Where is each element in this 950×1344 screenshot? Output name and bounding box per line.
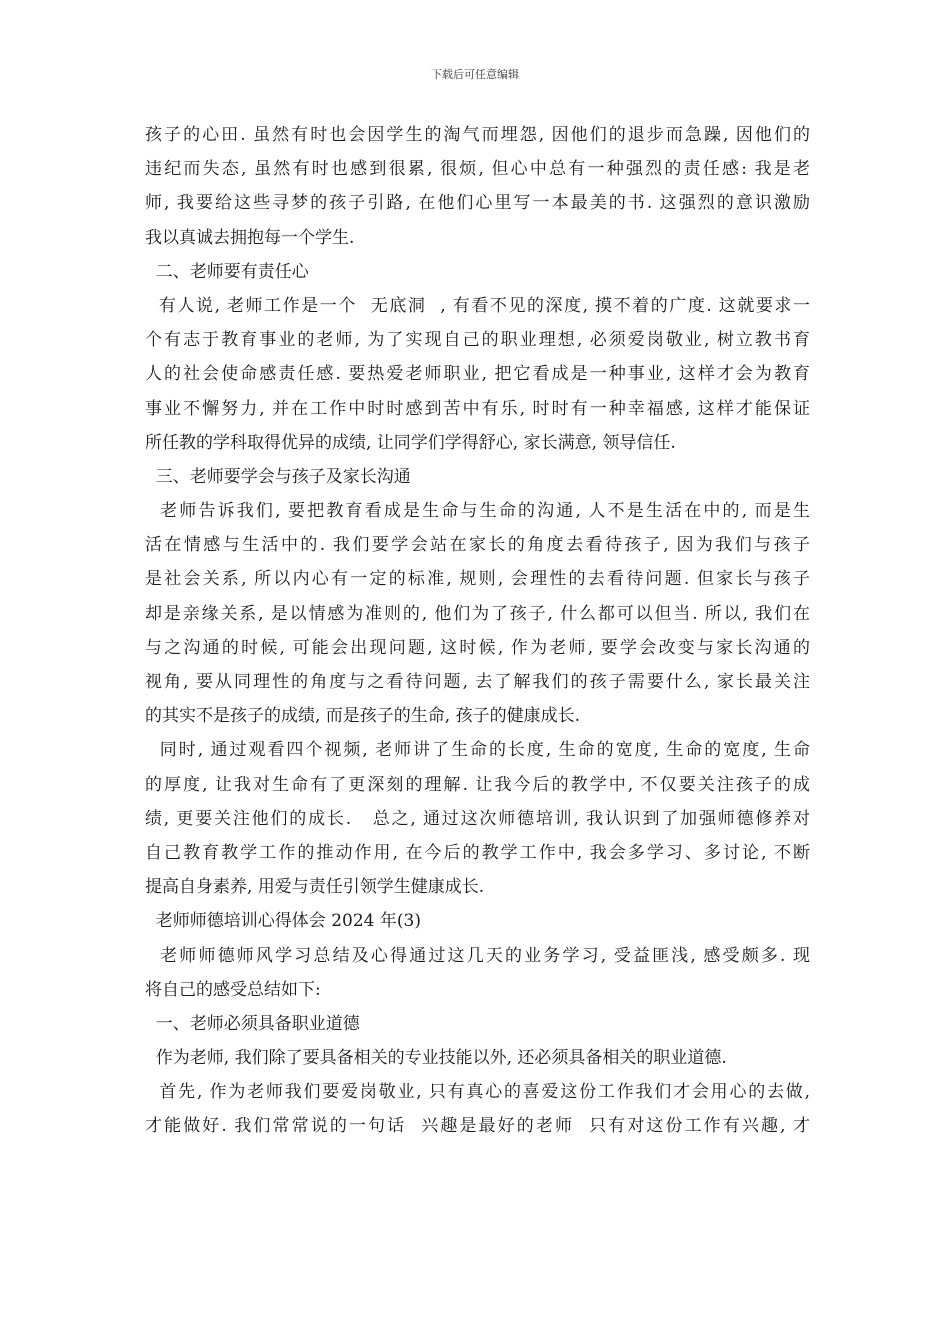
text-line: 将自己的感受总结如下: xyxy=(145,979,321,1000)
text-line: 人的社会使命感责任感. 要热爱老师职业, 把它看成是一种事业, 这样才会为教育 xyxy=(145,364,810,385)
text-line: 首先, 作为老师我们要爱岗敬业, 只有真心的喜爱这份工作我们才会用心的去做, xyxy=(145,1082,810,1103)
text-line: 三、老师要学会与孩子及家长沟通 xyxy=(145,466,411,487)
text-line: 师, 我要给这些寻梦的孩子引路, 在他们心里写一本最美的书. 这强烈的意识激励 xyxy=(145,193,810,214)
text-line: 自己教育教学工作的推动作用, 在今后的教学工作中, 我会多学习、多讨论, 不断 xyxy=(145,842,810,863)
text-line: 活在情感与生活中的. 我们要学会站在家长的角度去看待孩子, 因为我们与孩子 xyxy=(145,535,810,556)
text-line: 的其实不是孩子的成绩, 而是孩子的生命, 孩子的健康成长. xyxy=(145,706,581,727)
text-line: 与之沟通的时候, 可能会出现问题, 这时候, 作为老师, 要学会改变与家长沟通的 xyxy=(145,637,810,658)
text-line: 老师告诉我们, 要把教育看成是生命与生命的沟通, 人不是生活在中的, 而是生 xyxy=(145,501,810,522)
text-line: 视角, 要从同理性的角度与之看待问题, 去了解我们的孩子需要什么, 家长最关注 xyxy=(145,672,810,692)
text-line: 一、老师必须具备职业道德 xyxy=(145,1013,360,1034)
text-line: 有人说, 老师工作是一个 无底洞 , 有看不见的深度, 摸不着的广度. 这就要求一 xyxy=(145,295,810,316)
text-line: 二、老师要有责任心 xyxy=(145,261,309,282)
text-line: 所任教的学科取得优异的成绩, 让同学们学得舒心, 家长满意, 领导信任. xyxy=(145,432,676,453)
text-line: 老师师德培训心得体会 2024 年(3) xyxy=(145,911,421,932)
text-line: 违纪而失态, 虽然有时也感到很累, 很烦, 但心中总有一种强烈的责任感: 我是老 xyxy=(145,159,810,180)
text-line: 是社会关系, 所以内心有一定的标准, 规则, 会理性的去看待问题. 但家长与孩子 xyxy=(145,569,810,590)
text-line: 老师师德师风学习总结及心得通过这几天的业务学习, 受益匪浅, 感受颇多. 现 xyxy=(145,945,810,966)
text-line: 提高自身素养, 用爱与责任引领学生健康成长. xyxy=(145,877,485,898)
text-line: 事业不懈努力, 并在工作中时时感到苦中有乐, 时时有一种幸福感, 这样才能保证 xyxy=(145,398,810,419)
document-body xyxy=(145,118,810,1144)
text-line: 个有志于教育事业的老师, 为了实现自己的职业理想, 必须爱岗敬业, 树立教书育 xyxy=(145,330,810,351)
text-line: 孩子的心田. 虽然有时也会因学生的淘气而埋怨, 因他们的退步而急躁, 因他们的 xyxy=(145,125,810,145)
text-line: 却是亲缘关系, 是以情感为准则的, 他们为了孩子, 什么都可以但当. 所以, 我们在 xyxy=(145,603,810,624)
page-header: 下载后可任意编辑 xyxy=(431,68,519,81)
text-line: 作为老师, 我们除了要具备相关的专业技能以外, 还必须具备相关的职业道德. xyxy=(145,1048,727,1069)
text-line: 才能做好. 我们常常说的一句话 兴趣是最好的老师 只有对这份工作有兴趣, 才 xyxy=(145,1116,810,1137)
text-line: 的厚度, 让我对生命有了更深刻的理解. 让我今后的教学中, 不仅要关注孩子的成 xyxy=(145,774,810,795)
text-line: 同时, 通过观看四个视频, 老师讲了生命的长度, 生命的宽度, 生命的宽度, 生命 xyxy=(145,740,810,761)
text-line: 我以真诚去拥抱每一个学生. xyxy=(145,227,355,248)
text-line: 绩, 更要关注他们的成长. 总之, 通过这次师德培训, 我认识到了加强师德修养对 xyxy=(145,808,810,829)
